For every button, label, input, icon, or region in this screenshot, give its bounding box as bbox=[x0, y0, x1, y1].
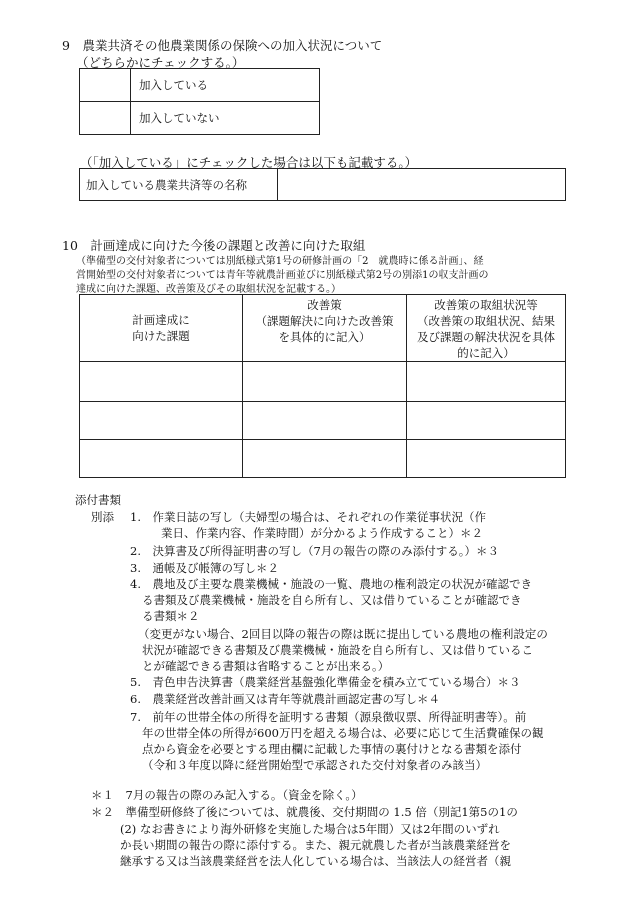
attachment-item-5: 5. 青色申告決算書（農業経営基盤強化準備金を積み立てている場合）＊３ bbox=[130, 675, 521, 689]
attachment-item-4-cont1: る書類及び農業機械・施設を自ら所有し、又は借りていることが確認でき bbox=[142, 593, 522, 607]
measure-cell[interactable] bbox=[243, 440, 407, 478]
option-enrolled-label: 加入している bbox=[131, 69, 320, 102]
progress-cell[interactable] bbox=[407, 362, 566, 402]
col-header-issues: 計画達成に 向けた課題 bbox=[80, 295, 243, 362]
issue-cell[interactable] bbox=[80, 362, 243, 402]
table-row bbox=[80, 440, 566, 478]
section-10-note-line1: （準備型の交付対象者については別紙様式第1号の研修計画の「2 就農時に係る計画」、経 bbox=[76, 256, 484, 267]
col-header-progress: 改善策の取組状況等 （改善策の取組状況、結果 及び課題の解決状況を具体 的に記入） bbox=[407, 295, 566, 362]
betten-label: 別添 bbox=[91, 510, 114, 524]
section-9-instruction: （どちらかにチェックする。） bbox=[76, 55, 245, 70]
measure-cell[interactable] bbox=[243, 362, 407, 402]
attachment-item-1: 1. 作業日誌の写し（夫婦型の場合は、それぞれの作業従事状況（作 bbox=[130, 510, 486, 524]
insurance-name-label: 加入している農業共済等の名称 bbox=[80, 169, 278, 201]
footnote-2-cont1: (2) なお書きにより海外研修を実施した場合は5年間）又は2年間のいずれ bbox=[120, 822, 500, 836]
footnote-2: ＊２ 準備型研修終了後については、就農後、交付期間の 1.5 倍（別記1第5の1の bbox=[91, 805, 518, 819]
section-10-note-line2: 営開始型の交付対象者については青年等就農計画並びに別紙様式第2号の別添1の収支計画の bbox=[76, 270, 489, 281]
footnote-2-cont3: 継承する又は当該農業経営を法人化している場合は、当該法人の経営者（親 bbox=[120, 854, 511, 868]
attachment-item-3: 3. 通帳及び帳簿の写し＊２ bbox=[130, 561, 279, 575]
issue-cell[interactable] bbox=[80, 440, 243, 478]
table-row bbox=[80, 402, 566, 440]
insurance-name-table bbox=[79, 168, 566, 201]
progress-cell[interactable] bbox=[407, 440, 566, 478]
footnote-2-cont2: か長い期間の報告の際に添付する。また、親元就農した者が当該農業経営を bbox=[120, 838, 511, 852]
attachment-item-4-note1: （変更がない場合、2回目以降の報告の際は既に提出している農地の権利設定の bbox=[138, 627, 548, 641]
attachment-item-4-cont2: る書類＊２ bbox=[142, 609, 200, 623]
attachment-item-6: 6. 農業経営改善計画又は青年等就農計画認定書の写し＊４ bbox=[130, 692, 440, 706]
attachments-heading: 添付書類 bbox=[75, 493, 121, 507]
section-10-title: 10 計画達成に向けた今後の課題と改善に向けた取組 bbox=[62, 238, 366, 253]
attachment-item-4-note3: とが確認できる書類は省略することが出来る。） bbox=[142, 659, 390, 673]
plan-issues-table bbox=[79, 294, 566, 478]
attachment-item-4-note2: 状況が確認できる書類及び農業機械・施設を自ら所有し、又は借りているこ bbox=[142, 643, 533, 657]
enrolled-note: （「加入している」にチェックした場合は以下も記載する。） bbox=[80, 155, 418, 170]
checkbox-not-enrolled[interactable] bbox=[80, 102, 131, 135]
col-header-measures: 改善策 （課題解決に向けた改善策 を具体的に記入） bbox=[243, 295, 407, 362]
issue-cell[interactable] bbox=[80, 402, 243, 440]
option-not-enrolled-label: 加入していない bbox=[131, 102, 320, 135]
insurance-name-field[interactable] bbox=[278, 169, 566, 201]
attachment-item-7-cont3: （令和３年度以降に経営開始型で承認された交付対象者のみ該当） bbox=[142, 758, 487, 772]
measure-cell[interactable] bbox=[243, 402, 407, 440]
footnote-1: ＊１ 7月の報告の際のみ記入する。（資金を除く。） bbox=[91, 788, 363, 802]
progress-cell[interactable] bbox=[407, 402, 566, 440]
section-9-title: 9 農業共済その他農業関係の保険への加入状況について bbox=[62, 38, 383, 53]
attachment-item-4: 4. 農地及び主要な農業機械・施設の一覧、農地の権利設定の状況が確認でき bbox=[130, 577, 532, 591]
section-10-note-line3: 達成に向けた課題、改善策及びその取組状況を記載する。） bbox=[76, 284, 341, 295]
attachment-item-7-cont2: 点から資金を必要とする理由欄に記載した事情の裏付けとなる書類を添付 bbox=[142, 742, 522, 756]
attachment-item-1-cont: 業日、作業内容、作業時間）が分かるよう作成すること）＊２ bbox=[161, 526, 483, 540]
table-row bbox=[80, 362, 566, 402]
insurance-checklist bbox=[79, 68, 320, 135]
attachment-item-2: 2. 決算書及び所得証明書の写し（7月の報告の際のみ添付する。）＊３ bbox=[130, 544, 500, 558]
attachment-item-7: 7. 前年の世帯全体の所得を証明する書類（源泉徴収票、所得証明書等）。前 bbox=[130, 710, 527, 724]
checkbox-enrolled[interactable] bbox=[80, 69, 131, 102]
attachment-item-7-cont1: 年の世帯全体の所得が600万円を超える場合は、必要に応じて生活費確保の観 bbox=[142, 726, 544, 740]
